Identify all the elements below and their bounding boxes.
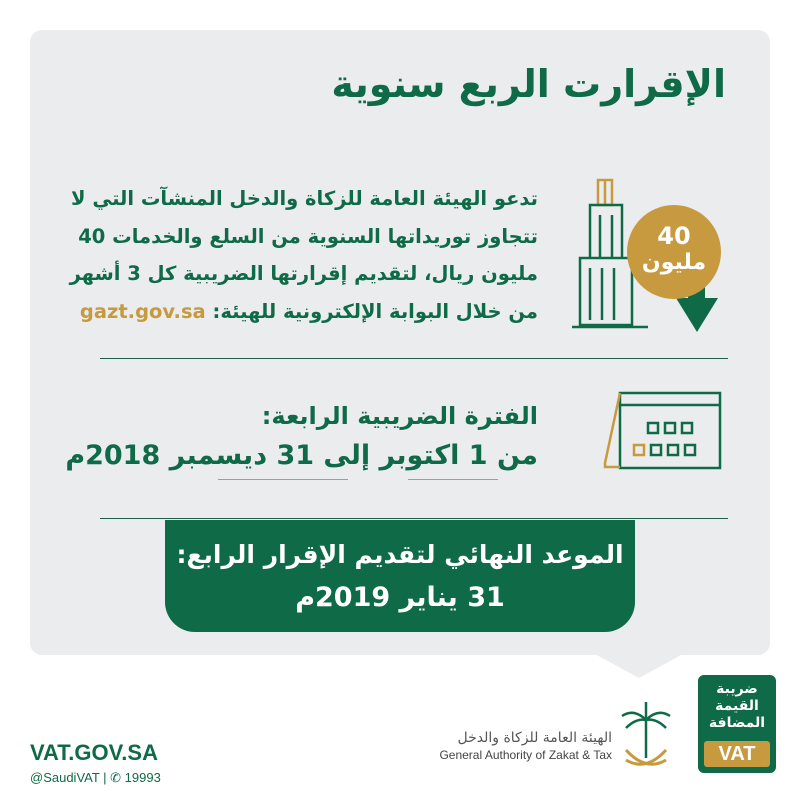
intro-line: من خلال البوابة الإلكترونية للهيئة: (212, 299, 538, 323)
tax-period (65, 398, 538, 478)
intro-line: تتجاوز توريداتها السنوية من السلع والخدمات 40 (78, 224, 538, 248)
vat-logo-line: المضافة (708, 715, 766, 731)
period-underline (218, 479, 348, 480)
vat-logo-line: ضريبة (716, 681, 758, 697)
deadline-date: 31 يناير 2019م (295, 582, 505, 613)
authority-name-en: General Authority of Zakat & Tax (439, 748, 612, 762)
authority-name (402, 730, 612, 762)
vat-logo (698, 675, 776, 773)
page-title: الإقرارت الربع سنوية (331, 62, 726, 106)
social-handle: @SaudiVAT | ✆ 19993 (30, 770, 161, 785)
divider-bottom (100, 518, 728, 519)
portal-link[interactable]: gazt.gov.sa (79, 299, 206, 323)
authority-name-ar: الهيئة العامة للزكاة والدخل (457, 730, 612, 746)
vat-logo-en: VAT (704, 741, 770, 767)
threshold-badge-number: 40 (657, 222, 691, 250)
vat-logo-arabic (698, 681, 776, 732)
deadline-label: الموعد النهائي لتقديم الإقرار الرابع: (176, 540, 624, 569)
intro-line: تدعو الهيئة العامة للزكاة والدخل المنشآت التي لا (71, 187, 538, 210)
calendar-icon (590, 385, 730, 480)
divider-top (100, 358, 728, 359)
palm-swords-emblem-icon (616, 700, 676, 775)
card-speech-tail (595, 654, 683, 678)
vat-logo-line: القيمة (715, 698, 759, 714)
intro-line: مليون ريال، لتقديم إقرارتها الضريبية كل 3 أشهر (69, 262, 538, 285)
deadline-box (165, 520, 635, 632)
website-link[interactable]: VAT.GOV.SA (30, 740, 158, 765)
period-underline (408, 479, 498, 480)
intro-line-with-link (38, 293, 538, 331)
intro-paragraph (38, 180, 538, 330)
tax-period-label: الفترة الضريبية الرابعة: (261, 402, 538, 430)
tax-period-range: من 1 اكتوبر إلى 31 ديسمبر 2018م (65, 440, 538, 471)
footer-contact (30, 740, 161, 786)
threshold-badge-unit: مليون (641, 250, 707, 275)
